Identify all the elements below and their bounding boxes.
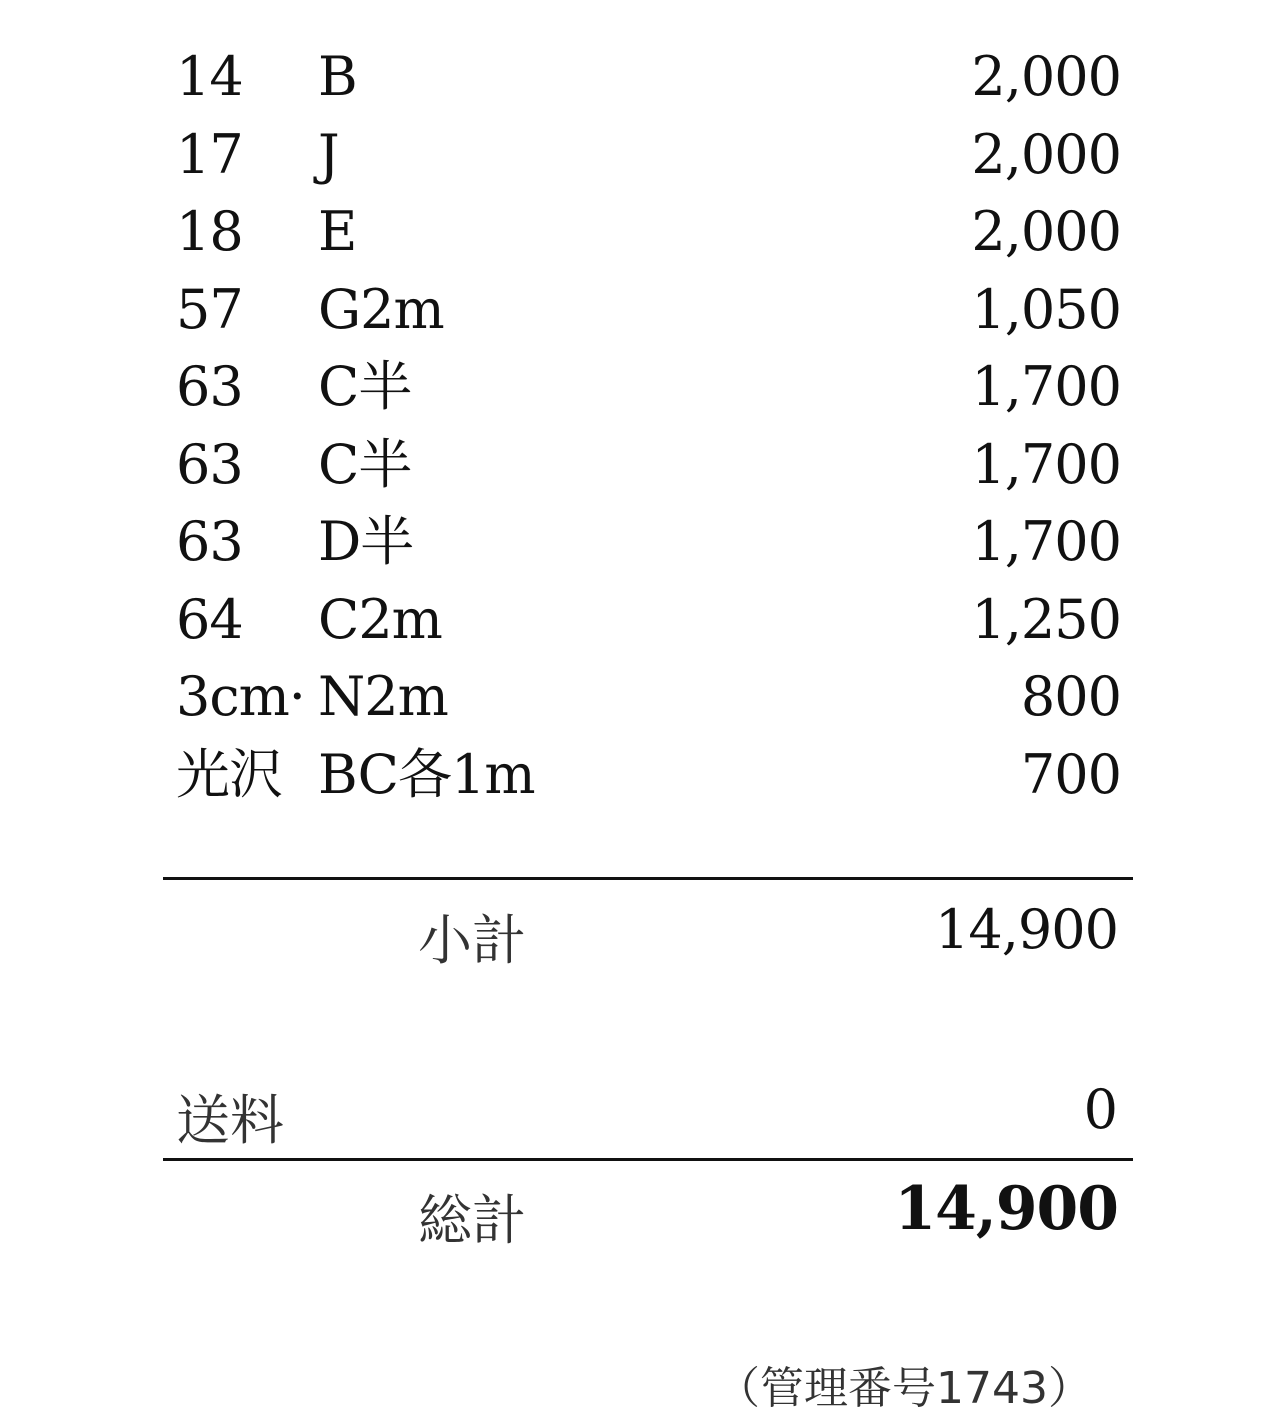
item-price: 2,000 [971,45,1121,108]
list-item [176,38,1121,116]
management-number: （管理番号1743） [716,1363,1092,1414]
item-name: E [318,200,357,263]
list-item [176,426,1121,504]
item-code: 3cm· [176,665,305,728]
total-label: 総計 [418,1189,526,1252]
item-price: 1,250 [971,587,1121,651]
item-code: 57 [176,277,243,341]
item-price: 700 [1020,742,1121,806]
list-item [176,271,1121,349]
subtotal-label: 小計 [418,909,526,972]
total-divider [163,1158,1133,1161]
item-name: J [318,122,339,186]
item-name: BC各1m [318,742,535,806]
list-item [176,116,1121,194]
item-name: C半 [318,432,412,496]
shipping-label: 送料 [176,1089,284,1152]
item-code: 光沢 [176,742,282,806]
item-name: C半 [318,355,412,418]
item-code: 63 [176,432,243,496]
item-name: C2m [318,587,442,651]
list-item [176,348,1121,426]
item-name: N2m [318,665,448,728]
item-code: 63 [176,355,243,418]
item-name: D半 [318,510,414,573]
item-code: 18 [176,200,243,263]
subtotal-divider [163,877,1133,880]
item-name: B [318,45,357,108]
item-list [176,38,1121,813]
item-price: 1,700 [971,510,1121,573]
total-value: 14,900 [894,1174,1118,1244]
shipping-value: 0 [1083,1078,1118,1141]
list-item [176,736,1121,814]
item-price: 1,050 [971,277,1121,341]
item-code: 63 [176,510,243,573]
list-item [176,503,1121,581]
list-item [176,193,1121,271]
item-price: 2,000 [971,122,1121,186]
item-price: 1,700 [971,355,1121,418]
item-code: 64 [176,587,243,651]
list-item [176,581,1121,659]
list-item [176,658,1121,736]
item-price: 1,700 [971,432,1121,496]
item-code: 14 [176,45,243,108]
item-price: 2,000 [971,200,1121,263]
subtotal-value: 14,900 [935,898,1118,961]
item-price: 800 [1020,665,1121,728]
item-code: 17 [176,122,243,186]
item-name: G2m [318,277,444,341]
